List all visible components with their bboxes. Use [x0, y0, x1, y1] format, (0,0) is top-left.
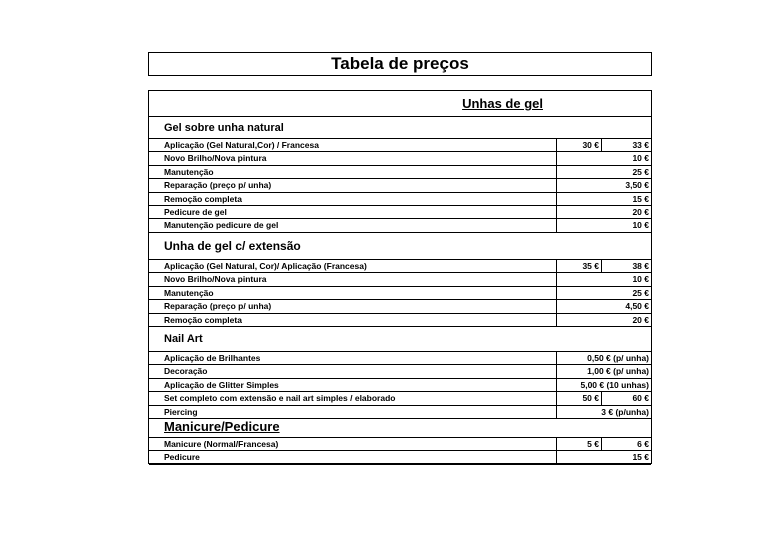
column-divider	[556, 287, 557, 299]
column-divider	[556, 451, 557, 463]
service-name: Aplicação (Gel Natural,Cor) / Francesa	[164, 140, 319, 150]
table-row	[149, 392, 651, 405]
table-row	[149, 179, 651, 192]
service-name: Novo Brilho/Nova pintura	[164, 274, 267, 285]
price: 20 €	[632, 207, 649, 217]
price: 20 €	[632, 314, 649, 325]
price: 1,00 € (p/ unha)	[587, 366, 649, 377]
table-row	[149, 273, 651, 286]
price-primary: 30 €	[582, 140, 599, 150]
page-title: Tabela de preços	[148, 52, 652, 76]
column-divider	[556, 219, 557, 231]
price: 33 €	[632, 140, 649, 150]
price: 10 €	[632, 153, 649, 164]
service-name: Remoção completa	[164, 193, 242, 204]
price: 10 €	[632, 220, 649, 231]
table-row	[149, 166, 651, 179]
table-row	[149, 300, 651, 313]
price-primary: 50 €	[582, 393, 599, 404]
service-name: Novo Brilho/Nova pintura	[164, 153, 267, 164]
price: 3 € (p/unha)	[601, 406, 649, 417]
price-primary: 35 €	[582, 261, 599, 271]
table-row	[149, 139, 651, 152]
table-row	[149, 438, 651, 451]
service-name: Piercing	[164, 406, 198, 417]
table-row	[149, 365, 651, 378]
price: 15 €	[632, 193, 649, 204]
price: 4,50 €	[625, 301, 649, 312]
section-title: Gel sobre unha natural	[149, 117, 651, 139]
price: 10 €	[632, 274, 649, 285]
price: 0,50 € (p/ unha)	[587, 353, 649, 363]
column-divider	[556, 193, 557, 205]
table-row	[149, 287, 651, 300]
price: 15 €	[632, 452, 649, 463]
table-header: Unhas de gel	[149, 91, 651, 117]
service-name: Pedicure	[164, 452, 200, 463]
column-divider	[556, 179, 557, 191]
table-row	[149, 352, 651, 365]
service-name: Manutenção pedicure de gel	[164, 220, 279, 231]
column-divider	[556, 152, 557, 164]
table-row	[149, 206, 651, 219]
column-divider	[556, 166, 557, 178]
section-title: Unha de gel c/ extensão	[149, 233, 651, 260]
table-row	[149, 379, 651, 392]
service-name: Aplicação de Brilhantes	[164, 353, 261, 363]
column-divider	[556, 379, 557, 391]
column-divider	[556, 206, 557, 218]
service-name: Set completo com extensão e nail art simples / elaborado	[164, 393, 396, 404]
column-divider	[556, 314, 557, 326]
table-row	[149, 152, 651, 165]
table-row	[149, 314, 651, 327]
service-name: Manutenção	[164, 287, 214, 298]
column-divider	[556, 352, 557, 364]
service-name: Decoração	[164, 366, 208, 377]
table-row	[149, 219, 651, 232]
price-table	[148, 90, 652, 464]
table-row	[149, 193, 651, 206]
price-primary: 5 €	[587, 439, 599, 449]
service-name: Pedicure de gel	[164, 207, 227, 217]
column-divider	[556, 273, 557, 285]
service-name: Manicure (Normal/Francesa)	[164, 439, 279, 449]
section-title: Manicure/Pedicure	[149, 415, 651, 438]
table-row	[149, 406, 651, 419]
price: 5,00 € (10 unhas)	[580, 379, 649, 390]
column-divider	[556, 406, 557, 418]
service-name: Reparação (preço p/ unha)	[164, 301, 272, 312]
price: 25 €	[632, 166, 649, 177]
service-name: Aplicação (Gel Natural, Cor)/ Aplicação (Francesa)	[164, 261, 367, 271]
service-name: Remoção completa	[164, 314, 242, 325]
price: 3,50 €	[625, 180, 649, 191]
price: 38 €	[632, 261, 649, 271]
service-name: Aplicação de Glitter Simples	[164, 379, 279, 390]
table-row	[149, 260, 651, 273]
service-name: Manutenção	[164, 166, 214, 177]
column-divider	[556, 365, 557, 377]
table-row	[149, 451, 651, 464]
price: 6 €	[637, 439, 649, 449]
column-divider	[556, 300, 557, 312]
section-title: Nail Art	[149, 327, 651, 352]
price: 60 €	[632, 393, 649, 404]
service-name: Reparação (preço p/ unha)	[164, 180, 272, 191]
price: 25 €	[632, 287, 649, 298]
